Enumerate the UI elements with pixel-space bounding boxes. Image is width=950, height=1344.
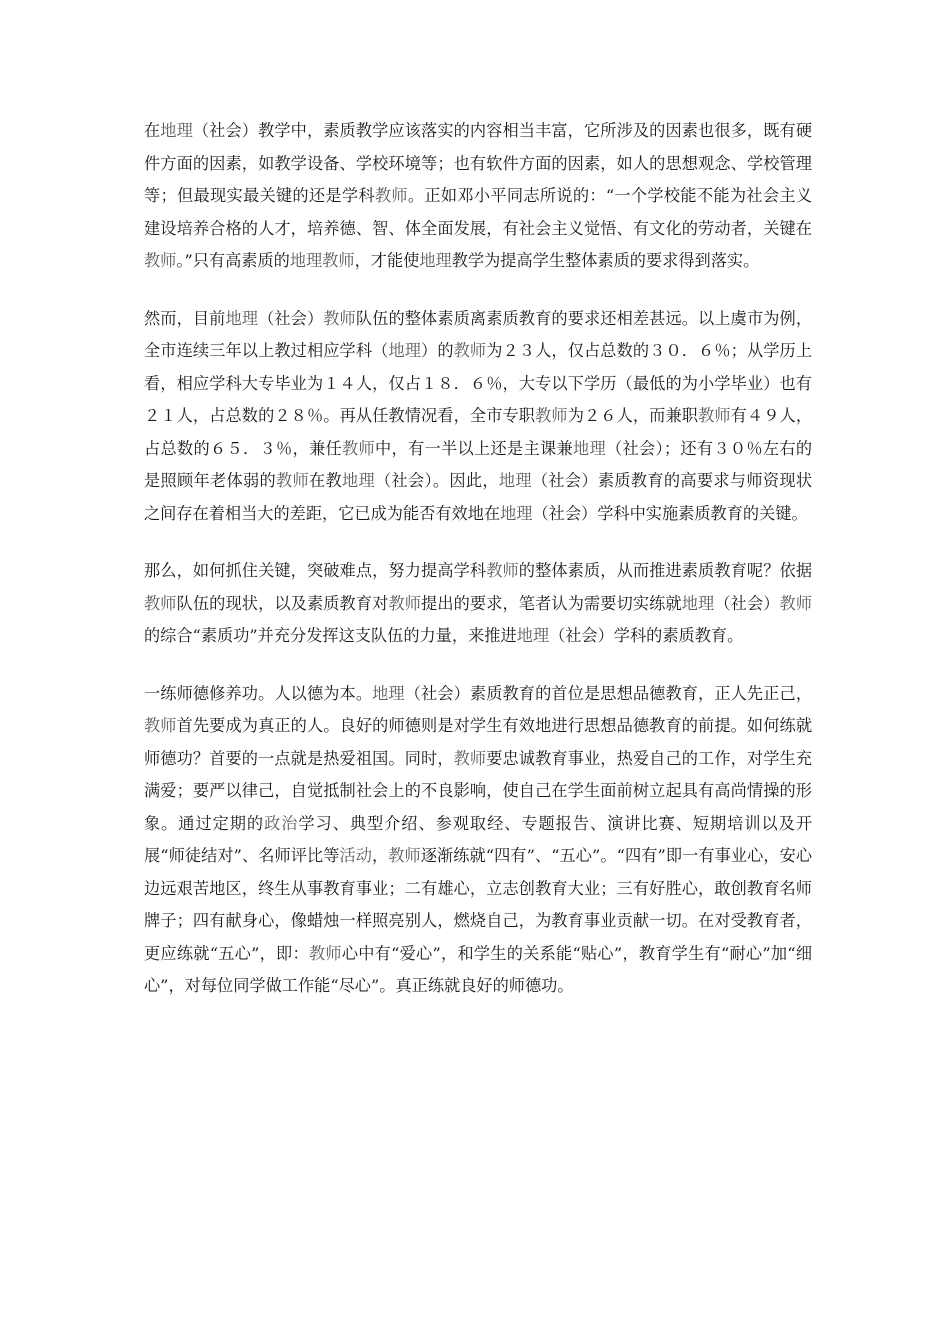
- paragraph-current-status: [144, 303, 812, 531]
- text-run: （社会）: [258, 308, 324, 328]
- text-run: 然而，目前: [144, 308, 226, 328]
- keyword-term: 地理: [681, 593, 715, 613]
- text-run: 队伍的整体素质离素质教育的要求还相差甚远。以上虞市为例，全市连续三年以上教过相应学科（: [144, 308, 813, 360]
- keyword-term: 教师: [388, 846, 421, 865]
- text-run: 一练师德修养功。人以德为本。: [144, 683, 373, 703]
- keyword-term: 教师: [323, 308, 356, 328]
- text-run: 有４９人，占总数的６５．３％，兼任: [144, 406, 813, 458]
- text-run: 心中有“爱心”，和学生的关系能“贴心”，教育学生有“耐心”加“细心”，对每位同学做工作能“尽心”。真正练就良好的师德功。: [144, 943, 813, 995]
- keyword-term: 教师: [144, 593, 177, 613]
- keyword-term: 教师: [144, 251, 177, 270]
- text-run: （社会）学科中实施素质教育的关键。: [532, 503, 808, 523]
- keyword-term: 地理: [225, 308, 259, 328]
- keyword-term: 教师: [275, 471, 309, 490]
- keyword-term: 教师: [486, 561, 519, 580]
- document-body: [144, 115, 812, 1028]
- text-run: 那么，如何抓住关键，突破难点，努力提高学科: [144, 561, 487, 580]
- keyword-term: 教师: [453, 341, 487, 360]
- text-run: 在教: [308, 471, 342, 490]
- paragraph-intro: [144, 115, 812, 278]
- text-run: 要忠诚教育事业，热爱自己的工作，对学生充满爱；要严以律己，自觉抵制社会上的不良影响，使自己在学生面前树立起具有高尚情操的形象。通过定期的: [144, 748, 813, 833]
- text-run: （社会）；还有３０％左右的是照顾年老体弱的: [144, 438, 813, 490]
- keyword-term: 教师: [374, 186, 408, 205]
- keyword-term: 活动: [339, 846, 372, 865]
- keyword-term: 教师: [388, 593, 422, 613]
- keyword-term: 教师: [535, 406, 568, 425]
- text-run: 为２６人，而兼职: [567, 406, 699, 425]
- keyword-term: 地理: [500, 503, 533, 523]
- text-run: 的综合“素质功”并充分发挥这支队伍的力量，来推进: [144, 626, 517, 645]
- text-run: （社会）学科的素质教育。: [549, 626, 744, 645]
- keyword-term: 教师: [341, 438, 375, 458]
- text-run: （社会）。因此，: [374, 471, 499, 490]
- text-run: 为２３人，仅占总数的３０．６％；从学历上看，相应学科大专毕业为１４人，仅占１８．６％，大专以下学历（最低的为小学毕业）也有２１人，占总数的２８％。再从任教情况看，全市专职: [144, 341, 813, 425]
- paragraph-teacher-ethics: [144, 678, 812, 1003]
- keyword-term: 政治: [264, 813, 299, 833]
- text-run: （社会）素质教育的高要求与师资现状之间存在着相当大的差距，它已成为能否有效地在: [144, 471, 813, 523]
- text-run: ，: [371, 846, 389, 865]
- keyword-term: 教师: [144, 716, 177, 735]
- keyword-term: 教师: [453, 748, 487, 768]
- text-run: 。正如邓小平同志所说的：“一个学校能不能为社会主义建设培养合格的人才，培养德、智、体全面发展，有社会主义觉悟、有文化的劳动者，关键在: [144, 186, 813, 238]
- text-run: 教学为提高学生整体素质的要求得到落实。: [451, 251, 760, 270]
- keyword-term: 教师: [308, 943, 342, 963]
- text-run: （社会）素质教育的首位是思想品德教育，正人先正己，: [404, 683, 813, 703]
- text-run: 学习、典型介绍、参观取经、专题报告、演讲比赛、短期培训以及开展“师徒结对”、名师评比等: [144, 813, 813, 865]
- keyword-term: 地理: [572, 438, 606, 458]
- keyword-term: 地理教师: [289, 251, 355, 270]
- keyword-term: 教师: [779, 593, 813, 613]
- text-run: 的整体素质，从而推进素质教育呢？依据: [518, 561, 813, 580]
- text-run: 逐渐练就“四有”、“五心”。“四有”即一有事业心，安心边远艰苦地区，终生从事教育事业；二有雄心，立志创教育大业；三有好胜心，敢创教育名师牌子；四有献身心，像蜡烛一样照亮别人，燃烧自己，为教育事业贡献一切。在对受教育者，更应练就“五心”，即：: [144, 846, 813, 963]
- keyword-term: 教师: [698, 406, 731, 425]
- paragraph-key-question: [144, 555, 812, 653]
- keyword-term: 地理: [160, 121, 193, 140]
- keyword-term: 地理: [498, 471, 532, 490]
- text-run: 在: [144, 121, 161, 140]
- text-run: 提出的要求，笔者认为需要切实练就: [421, 593, 682, 613]
- keyword-term: 地理: [341, 471, 375, 490]
- text-run: ，才能使: [354, 251, 420, 270]
- text-run: 首先要成为真正的人。良好的师德则是对学生有效地进行思想品德教育的前提。如何练就师德功？首要的一点就是热爱祖国。同时，: [144, 716, 813, 768]
- text-run: （社会）教学中，素质教学应该落实的内容相当丰富，它所涉及的因素也很多，既有硬件方面的因素，如教学设备、学校环境等；也有软件方面的因素，如人的思想观念、学校管理等；但最现实最关键的还是学科: [144, 121, 813, 205]
- text-run: 。”只有高素质的: [176, 251, 290, 270]
- text-run: （社会）: [714, 593, 780, 613]
- text-run: ）的: [421, 341, 454, 360]
- keyword-term: 地理: [372, 683, 405, 703]
- keyword-term: 地理: [419, 251, 452, 270]
- text-run: 中，有一半以上还是主课兼: [374, 438, 573, 458]
- keyword-term: 地理: [516, 626, 550, 645]
- text-run: 队伍的现状，以及素质教育对: [176, 593, 389, 613]
- keyword-term: 地理: [388, 341, 422, 360]
